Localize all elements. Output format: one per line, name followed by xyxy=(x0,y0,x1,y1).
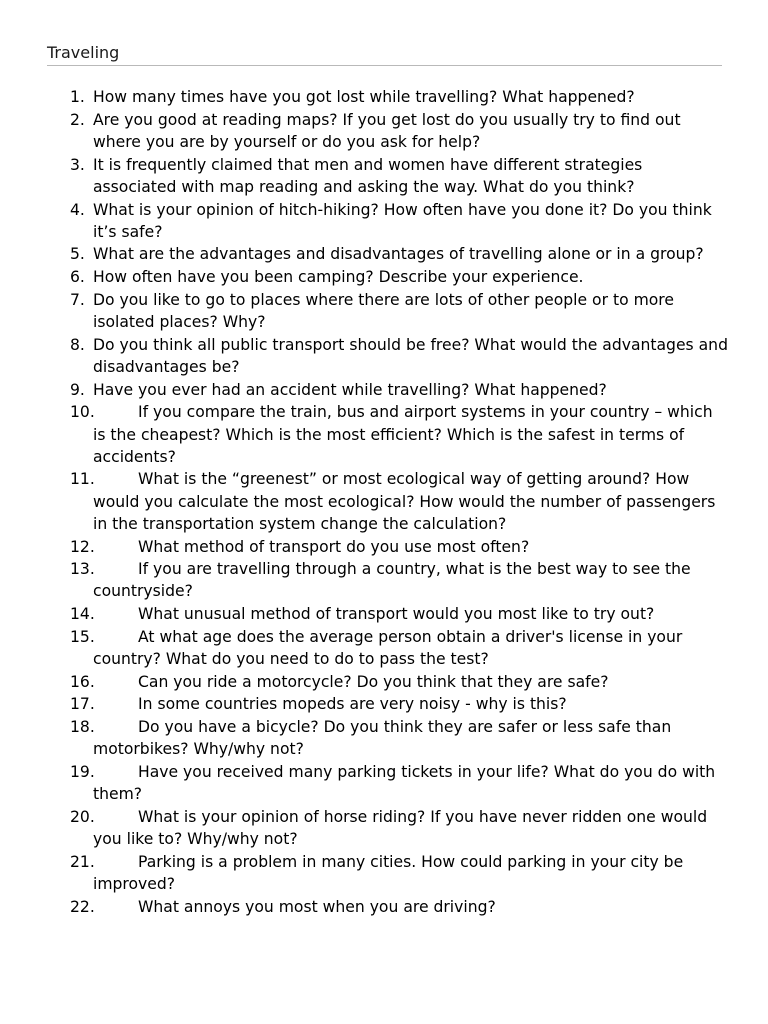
question-number: 3. xyxy=(70,155,85,174)
question-item xyxy=(0,806,768,850)
question-text: If you are travelling through a country, what is the best way to see the countryside? xyxy=(93,560,691,601)
question-item xyxy=(0,693,768,715)
question-item xyxy=(0,626,768,670)
question-number: 4. xyxy=(70,200,85,219)
question-number: 12. xyxy=(70,537,95,556)
question-item xyxy=(0,109,768,153)
question-item xyxy=(0,761,768,805)
question-number: 22. xyxy=(70,897,95,916)
question-item xyxy=(0,716,768,760)
question-item xyxy=(0,671,768,693)
question-text: Are you good at reading maps? If you get lost do you usually try to find out where you are by yourself or do you ask for help? xyxy=(93,110,681,151)
question-number: 13. xyxy=(70,560,95,579)
question-number: 21. xyxy=(70,852,95,871)
question-number: 7. xyxy=(70,290,85,309)
question-text: How many times have you got lost while travelling? What happened? xyxy=(93,88,635,106)
question-number: 2. xyxy=(70,110,85,129)
question-text: What is the “greenest” or most ecological way of getting around? How would you calculate the most ecological? How would the number of passengers in the transportation system change the calculation? xyxy=(93,470,716,533)
title-underline xyxy=(47,65,722,66)
question-item xyxy=(0,401,768,468)
question-item xyxy=(0,468,768,535)
question-item xyxy=(0,558,768,602)
question-number: 19. xyxy=(70,763,95,782)
question-item xyxy=(0,334,768,378)
question-item xyxy=(0,289,768,333)
question-number: 18. xyxy=(70,718,95,737)
question-text: Have you received many parking tickets in your life? What do you do with them? xyxy=(93,763,716,804)
question-text: Do you think all public transport should be free? What would the advantages and disadvantages be? xyxy=(93,335,728,376)
question-text: At what age does the average person obtain a driver's license in your country? What do you need to do to pass the test? xyxy=(93,627,683,669)
question-number: 20. xyxy=(70,808,95,826)
question-item xyxy=(0,603,768,625)
question-text: Do you like to go to places where there are lots of other people or to more isolated places? Why? xyxy=(93,290,674,332)
question-text: What are the advantages and disadvantages of travelling alone or in a group? xyxy=(93,245,704,264)
question-item xyxy=(0,86,768,108)
question-text: How often have you been camping? Describe your experience. xyxy=(93,268,584,287)
question-text: Parking is a problem in many cities. How could parking in your city be improved? xyxy=(93,852,684,894)
question-number: 5. xyxy=(70,245,85,264)
question-number: 11. xyxy=(70,470,95,489)
question-text: What is your opinion of horse riding? If you have never ridden one would you like to? Why/why not? xyxy=(93,808,708,849)
question-item xyxy=(0,536,768,558)
question-number: 1. xyxy=(70,88,85,106)
question-text: It is frequently claimed that men and women have different strategies associated with map reading and asking the way. What do you think? xyxy=(93,155,643,196)
question-number: 17. xyxy=(70,695,95,714)
question-item xyxy=(0,266,768,288)
question-item xyxy=(0,154,768,198)
question-item xyxy=(0,851,768,895)
question-number: 15. xyxy=(70,627,95,646)
question-item xyxy=(0,199,768,243)
question-number: 6. xyxy=(70,268,85,287)
question-list xyxy=(0,86,768,919)
question-item xyxy=(0,243,768,265)
question-text: If you compare the train, bus and airport systems in your country – which is the cheapest? Which is the most efficient? Which is the safest in terms of accidents? xyxy=(93,403,713,466)
question-text: Can you ride a motorcycle? Do you think that they are safe? xyxy=(138,672,609,691)
question-text: Have you ever had an accident while travelling? What happened? xyxy=(93,380,607,399)
question-text: What method of transport do you use most often? xyxy=(138,537,530,556)
question-text: What unusual method of transport would you most like to try out? xyxy=(138,605,655,624)
document-title: Traveling xyxy=(47,43,120,62)
question-text: Do you have a bicycle? Do you think they are safer or less safe than motorbikes? Why/why not? xyxy=(93,718,672,759)
question-item xyxy=(0,379,768,401)
question-number: 9. xyxy=(70,380,85,399)
question-text: What is your opinion of hitch-hiking? How often have you done it? Do you think it’s safe? xyxy=(93,200,712,241)
question-number: 14. xyxy=(70,605,95,624)
question-text: In some countries mopeds are very noisy - why is this? xyxy=(138,695,567,714)
question-number: 16. xyxy=(70,672,95,691)
question-text: What annoys you most when you are driving? xyxy=(138,897,496,916)
question-number: 8. xyxy=(70,335,85,354)
question-item xyxy=(0,896,768,918)
question-number: 10. xyxy=(70,403,95,422)
